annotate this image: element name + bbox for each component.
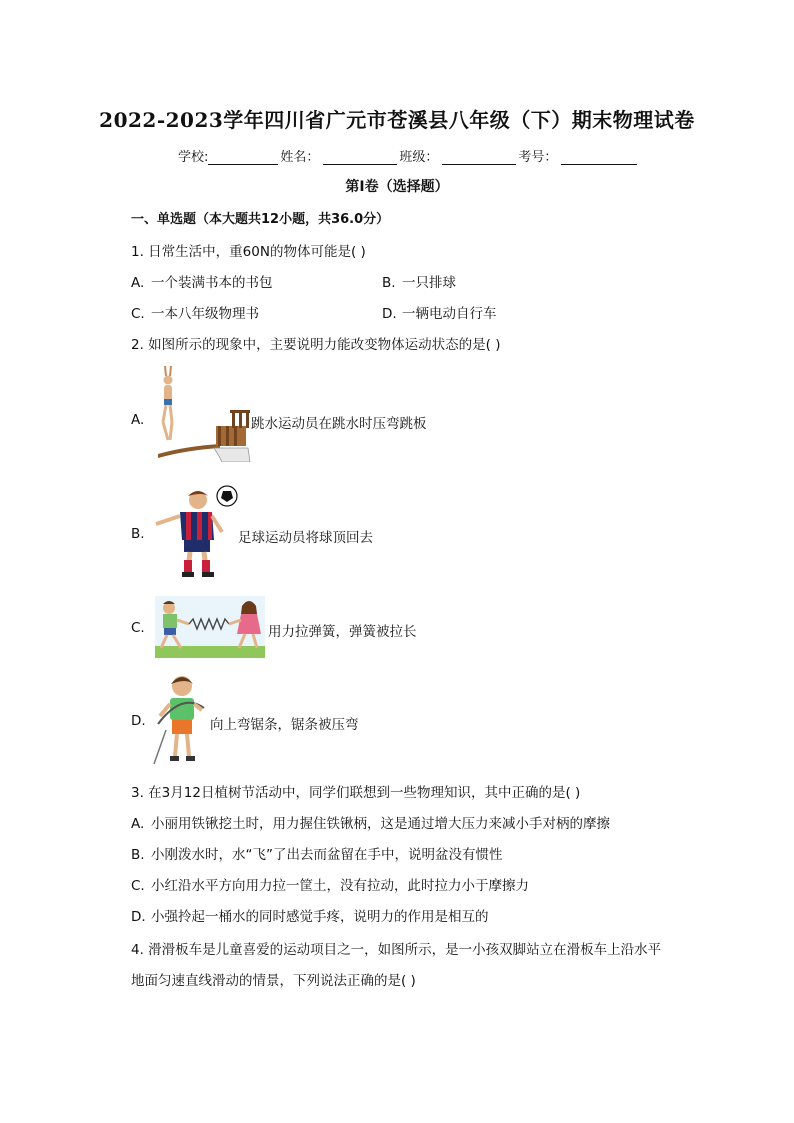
question-2-option-d-text: 向上弯锯条，锯条被压弯 [210, 717, 359, 733]
part-heading: 一、单选题（本大题共12小题，共36.0分） [131, 212, 390, 227]
page-title: 2022-2023学年四川省广元市苍溪县八年级（下）期末物理试卷 [99, 108, 695, 132]
question-1-option-c: C. 一本八年级物理书 [131, 306, 259, 322]
name-label: 姓名： [280, 150, 320, 165]
question-2-option-a-text: 跳水运动员在跳水时压弯跳板 [251, 416, 427, 432]
exam-number-blank[interactable] [561, 150, 637, 165]
question-1-option-b: B. 一只排球 [382, 275, 456, 291]
question-3-option-b: B. 小刚泼水时，水“飞”了出去而盆留在手中，说明盆没有惯性 [131, 847, 503, 863]
class-label: 班级： [399, 150, 439, 165]
question-1-option-a: A. 一个装满书本的书包 [131, 275, 273, 291]
question-2-option-a-letter: A. [131, 412, 145, 428]
section-title: 第I卷（选择题） [345, 179, 449, 195]
question-2-option-c-letter: C. [131, 620, 145, 636]
question-2-option-b-text: 足球运动员将球顶回去 [238, 530, 373, 546]
spring-pull-icon [155, 596, 265, 658]
soccer-header-icon [150, 484, 242, 580]
question-2-option-d-letter: D. [131, 713, 146, 729]
name-blank[interactable] [323, 150, 397, 165]
question-2-stem: 2. 如图所示的现象中，主要说明力能改变物体运动状态的是( ) [131, 337, 501, 353]
school-label: 学校: [178, 150, 209, 165]
question-3-option-a: A. 小丽用铁锹挖土时，用力握住铁锹柄，这是通过增大压力来减小手对柄的摩擦 [131, 816, 610, 832]
student-info-line [178, 146, 639, 165]
exam-number-label: 考号： [518, 150, 558, 165]
question-1-option-d: D. 一辆电动自行车 [382, 306, 497, 322]
question-3-stem: 3. 在3月12日植树节活动中，同学们联想到一些物理知识，其中正确的是( ) [131, 785, 581, 801]
question-3-option-c: C. 小红沿水平方向用力拉一筐土，没有拉动，此时拉力小于摩擦力 [131, 878, 529, 894]
question-1-stem: 1. 日常生活中，重60N的物体可能是( ) [131, 244, 366, 260]
question-4-stem-line-2: 地面匀速直线滑动的情景，下列说法正确的是( ) [131, 973, 416, 989]
school-blank[interactable] [208, 150, 278, 165]
bent-saw-blade-icon [152, 672, 208, 766]
diver-springboard-icon [152, 362, 252, 462]
question-2-option-c-text: 用力拉弹簧，弹簧被拉长 [268, 624, 417, 640]
question-2-option-b-letter: B. [131, 526, 145, 542]
question-4-stem-line-1: 4. 滑滑板车是儿童喜爱的运动项目之一，如图所示，是一小孩双脚站立在滑板车上沿水平 [131, 942, 662, 958]
question-3-option-d: D. 小强拎起一桶水的同时感觉手疼，说明力的作用是相互的 [131, 909, 489, 925]
class-blank[interactable] [442, 150, 516, 165]
